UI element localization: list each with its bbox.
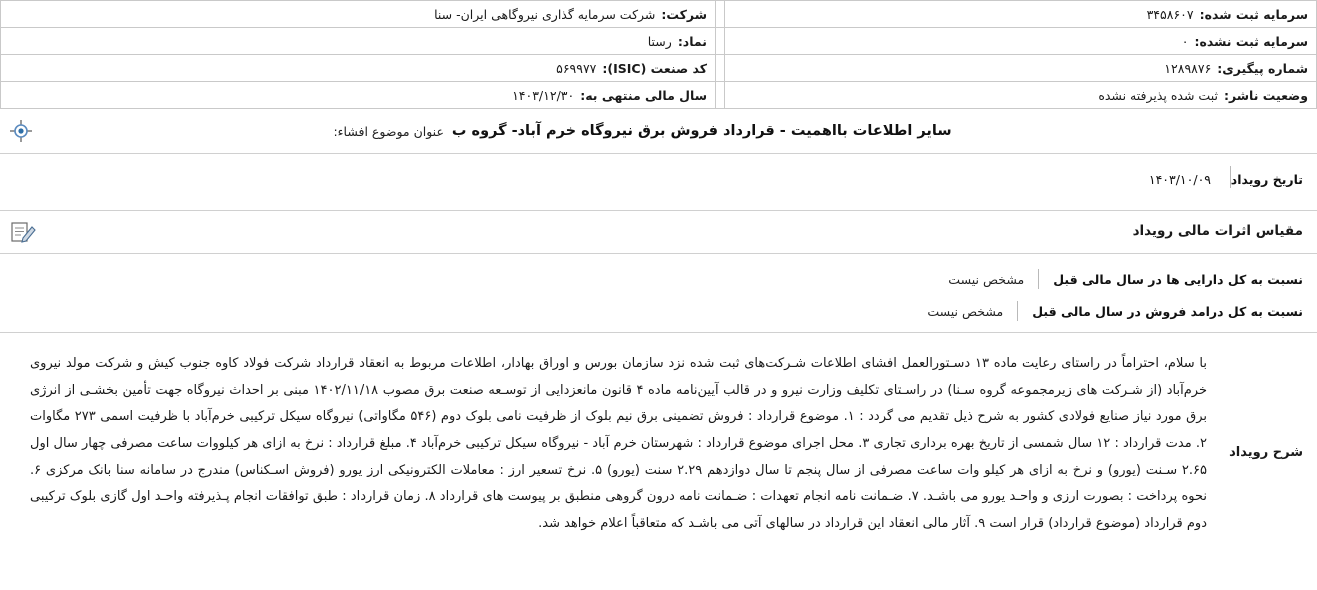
symbol-label: نماد: <box>677 33 707 49</box>
registered-capital-value: ۳۴۵۸۶۰۷ <box>1146 6 1194 22</box>
financial-scale-icon <box>10 219 36 245</box>
isic-label: کد صنعت (ISIC): <box>602 60 707 76</box>
publisher-status-label: وضعیت ناشر: <box>1223 87 1308 103</box>
isic-cell <box>1 55 716 82</box>
disclosure-title-row <box>0 109 1317 154</box>
symbol-cell <box>1 28 716 55</box>
disclosure-title-label: عنوان موضوع افشاء: <box>333 123 444 139</box>
spacer-cell <box>716 82 725 109</box>
financial-scale-row <box>0 211 1317 254</box>
event-description-label: شرح رویداد <box>1229 445 1303 460</box>
table-row <box>1 1 1317 28</box>
unregistered-capital-cell <box>725 28 1317 55</box>
company-name-cell <box>1 1 716 28</box>
ratio-divider <box>1038 269 1039 289</box>
page-title: سایر اطلاعات بااهمیت - قرارداد فروش برق نیروگاه خرم آباد- گروه ب <box>451 123 952 139</box>
ratio-total-assets-row <box>948 266 1303 292</box>
event-description-text: با سلام، احتراماً در راستای رعایت ماده ۱۳ دسـتورالعمل افشای اطلاعات شـرکت‌های ثبت شده نزد سازمان بورس و اوراق بهادار، اطلاعات مربوط به انعقاد قرارداد شرکت فولاد کاوه جنوب کیش و شرکت مولد نیروی خرم‌آباد (از شـرکت های زیرمجموعه گروه سـنا) در راسـتای تکلیف وزارت نیرو و در قالب آیین‌نامه ماده ۴ قانون مانعزدایی از توسـعه صنعت برق مصوب ۱۴۰۲/۱۱/۱۸ مبنی بر احداث نیروگاه جهت تأمین بخشـی از انرژی برق مورد نیاز صنایع فولادی کشور به شرح ذیل تقدیم می گردد : ۱. موضوع قرارداد : فروش تضمینی برق نیم بلوک از ظرفیت نامی بلوک دوم (۵۴۶ مگاواتی) نیروگاه سیکل ترکیبی خرم‌آباد با ظرفیت اسمی ۲۷۳ مگاوات ۲. مدت قرارداد : ۱۲ سال شمسی از تاریخ بهره برداری تجاری ۳. محل اجرای موضوع قرارداد : شهرستان خرم آباد - نیروگاه سیکل ترکیبی خرم‌آباد ۴. مبلغ قرارداد : نرخ به ازای هر کیلووات ساعت مصرفی چهار سال اول ۲.۶۵ سـنت (یورو) و نرخ به ازای هر کیلو وات ساعت مصرفی از سال پنجم تا سال دوازدهم ۲.۲۹ سنت (یورو) ۵. نرخ تسعیر ارز : معاملات الکترونیکی ارز یورو (فروش اسـکناس) مندرج در سامانه سنا بانک مرکزی ۶. نحوه پرداخت : بصورت ارزی و واحـد یورو می باشـد. ۷. ضـمانت نامه انجام تعهدات : ضـمانت نامه درون گروهی منطبق بر پیوست های قرارداد ۸. زمان قرارداد : طبق توافقات انجام پـذیرفته واحـد اول گازی بلوک ترکیبی دوم قرارداد (موضوع قرارداد) قرار است ۹. آثار مالی انعقاد این قرارداد در سالهای آتی می باشـد که متعاقباً اعلام خواهد شد. <box>30 356 1208 531</box>
event-date-row <box>0 154 1317 211</box>
target-icon <box>10 120 32 142</box>
publisher-status-value: ثبت شده پذیرفته نشده <box>1098 87 1218 103</box>
spacer-cell <box>716 28 725 55</box>
event-date-value: ۱۴۰۳/۱۰/۰۹ <box>1148 172 1211 187</box>
registered-capital-cell <box>725 1 1317 28</box>
event-date-label: تاریخ رویداد <box>1230 172 1303 187</box>
publisher-status-cell <box>725 82 1317 109</box>
isic-value: ۵۶۹۹۷۷ <box>556 60 597 76</box>
fiscal-year-cell <box>1 82 716 109</box>
spacer-cell <box>716 1 725 28</box>
financial-scale-label: مقیاس اثرات مالی رویداد <box>1132 223 1303 239</box>
fiscal-year-value: ۱۴۰۳/۱۲/۳۰ <box>512 87 575 103</box>
company-value: شرکت سرمایه گذاری نیروگاهی ایران- سنا <box>434 6 656 22</box>
date-divider <box>1230 166 1231 188</box>
ratios-block <box>0 254 1317 333</box>
ratio-total-sales-row <box>927 298 1303 324</box>
ratio-total-assets-value: مشخص نیست <box>948 271 1025 287</box>
event-description-block <box>0 333 1317 551</box>
ratio-divider <box>1017 301 1018 321</box>
unregistered-capital-label: سرمایه ثبت نشده: <box>1194 33 1308 49</box>
ratio-total-assets-label: نسبت به کل دارایی ها در سال مالی قبل <box>1053 271 1303 287</box>
table-row <box>1 55 1317 82</box>
tracking-number-cell <box>725 55 1317 82</box>
tracking-number-value: ۱۲۸۹۸۷۶ <box>1164 60 1212 76</box>
tracking-number-label: شماره پیگیری: <box>1217 60 1308 76</box>
ratio-total-sales-value: مشخص نیست <box>927 303 1004 319</box>
ratio-total-sales-label: نسبت به کل درامد فروش در سال مالی قبل <box>1032 303 1303 319</box>
table-row <box>1 28 1317 55</box>
symbol-value: رستا <box>647 33 672 49</box>
company-label: شرکت: <box>661 6 707 22</box>
registered-capital-label: سرمایه ثبت شده: <box>1199 6 1308 22</box>
spacer-cell <box>716 55 725 82</box>
unregistered-capital-value: ۰ <box>1181 33 1189 49</box>
table-row <box>1 82 1317 109</box>
fiscal-year-label: سال مالی منتهی به: <box>580 87 707 103</box>
company-info-table <box>0 0 1317 109</box>
